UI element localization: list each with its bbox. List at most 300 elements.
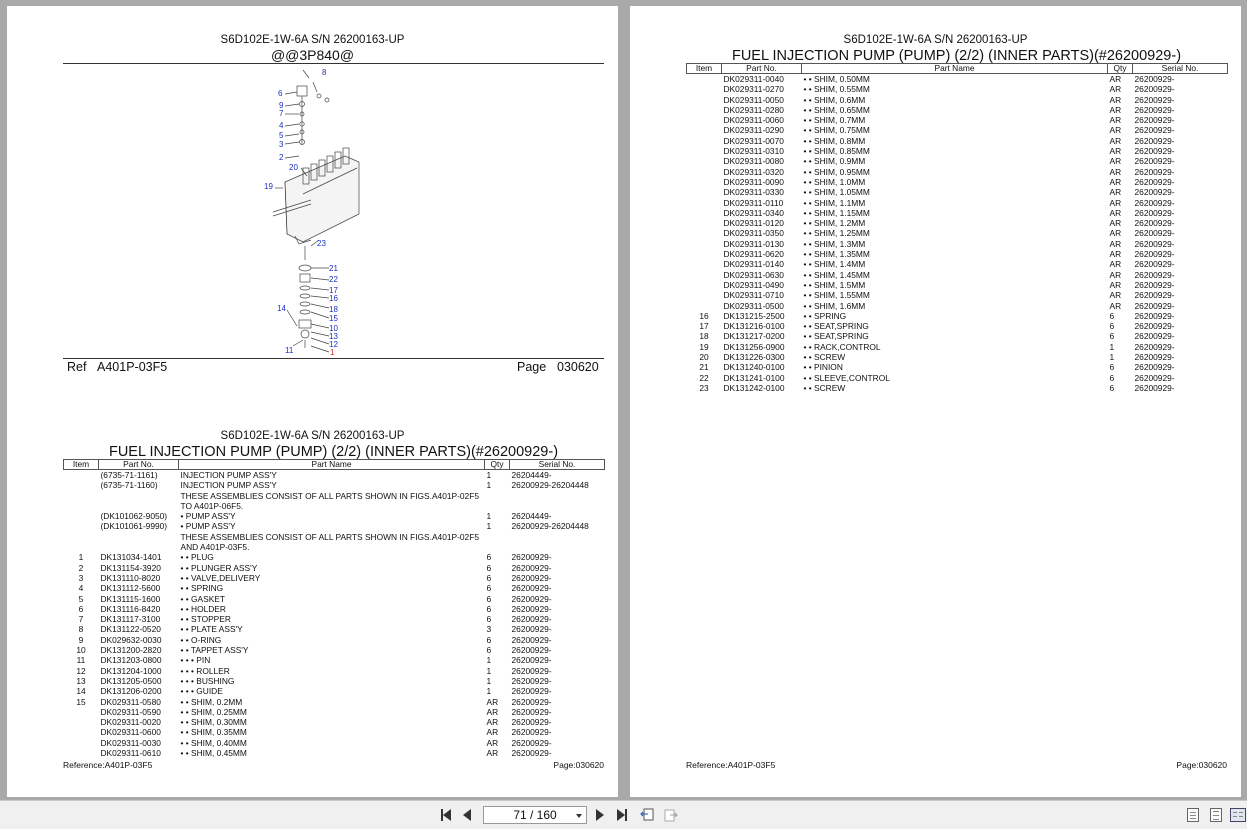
cell-item	[64, 707, 99, 717]
cell-item: 22	[699, 372, 709, 383]
cell-part-name: • • SHIM, 1.25MM	[803, 228, 870, 239]
cell-qty: AR	[1109, 115, 1122, 126]
page-indicator: 71 / 160	[513, 808, 557, 822]
table-row	[64, 614, 605, 624]
cell-item: 13	[76, 675, 86, 686]
cell-part-no: DK131226-0300	[723, 352, 785, 363]
parts-sheet-heading: FUEL INJECTION PUMP (PUMP) (2/2) (INNER PARTS)(#26200929-)	[731, 48, 1182, 64]
cell-part-name: • • SHIM, 0.25MM	[180, 706, 247, 717]
cell-qty: AR	[486, 748, 499, 759]
cell-serial: 26200929-	[511, 593, 552, 604]
ref-value: A401P-03F5	[97, 360, 168, 374]
cell-item: 1	[78, 552, 84, 563]
table-row	[64, 563, 605, 573]
cell-part-name: • • PLATE ASS'Y	[180, 624, 243, 635]
cell-qty: 6	[486, 634, 492, 645]
parts-sheet-heading: FUEL INJECTION PUMP (PUMP) (2/2) (INNER PARTS)(#26200929-)	[108, 444, 559, 460]
cell-qty: AR	[1109, 135, 1122, 146]
col-header-qty: Qty	[1108, 64, 1133, 74]
cell-part-name: • • SEAT,SPRING	[803, 331, 869, 342]
cell-part-no: DK029311-0040	[723, 74, 784, 84]
cell-serial: 26200929-	[1134, 300, 1175, 311]
cell-part-no: (DK101062-9050)	[100, 511, 168, 522]
cell-serial: 26200929-	[511, 614, 552, 625]
cell-serial: 26200929-	[1134, 94, 1175, 105]
col-header-serial: Serial No.	[510, 460, 605, 470]
cell-part-name: • • SHIM, 0.85MM	[803, 146, 870, 157]
table-row	[687, 146, 1228, 156]
cell-part-no: DK029311-0620	[723, 249, 784, 260]
table-row	[64, 676, 605, 686]
table-row	[64, 573, 605, 583]
cell-serial: 26200929-	[1134, 331, 1175, 342]
table-row	[687, 95, 1228, 105]
cell-item	[687, 280, 722, 290]
table-row	[687, 331, 1228, 341]
cell-part-no: DK029311-0490	[723, 279, 784, 290]
cell-part-name: • • SHIM, 0.75MM	[803, 125, 870, 136]
cell-part-no: DK029311-0330	[723, 187, 784, 198]
cell-part-name: • • • GUIDE	[180, 686, 223, 697]
callout-10: 10	[329, 324, 338, 333]
cell-item	[687, 95, 722, 105]
cell-qty: AR	[486, 717, 499, 728]
cell-item	[687, 84, 722, 94]
cell-item: 20	[699, 352, 709, 363]
cell-part-name: • • SHIM, 0.7MM	[803, 115, 866, 126]
cell-part-no: DK029311-0350	[723, 228, 784, 239]
callout-21: 21	[329, 264, 338, 273]
cell-qty: 6	[1109, 372, 1115, 383]
table-row	[687, 239, 1228, 249]
cell-part-name: INJECTION PUMP ASS'Y	[180, 470, 277, 480]
cell-part-name: • • SHIM, 1.4MM	[803, 259, 866, 270]
cell-item	[64, 491, 99, 512]
cell-part-name: • • RACK,CONTROL	[803, 341, 881, 352]
cell-item	[687, 74, 722, 85]
cell-serial: 26200929-	[511, 645, 552, 656]
cell-qty: AR	[1109, 218, 1122, 229]
table-row	[687, 228, 1228, 238]
cell-part-name: • • SHIM, 0.40MM	[180, 737, 247, 748]
callout-14: 14	[277, 304, 286, 313]
cell-part-no: DK029311-0030	[100, 737, 161, 748]
cell-qty: AR	[1109, 146, 1122, 157]
cell-qty: AR	[1109, 125, 1122, 136]
cell-serial: 26200929-26204448	[511, 521, 589, 532]
cell-part-name: • • SHIM, 0.8MM	[803, 135, 866, 146]
cell-item	[687, 198, 722, 208]
cell-qty: AR	[1109, 84, 1122, 95]
chevron-down-icon	[576, 814, 582, 818]
cell-serial: 26200929-	[1134, 146, 1175, 157]
cell-part-no: DK131117-3100	[100, 614, 161, 625]
parts-table	[686, 63, 1228, 393]
cell-serial: 26200929-	[511, 727, 552, 738]
cell-part-name: • • SHIM, 0.45MM	[180, 748, 247, 759]
cell-serial: 26200929-	[1134, 228, 1175, 239]
col-header-item: Item	[687, 64, 722, 74]
table-row	[687, 84, 1228, 94]
table-row	[687, 352, 1228, 362]
cell-part-no: DK131217-0200	[723, 331, 785, 342]
cell-part-name: • • • BUSHING	[180, 675, 235, 686]
callout-19: 19	[264, 182, 273, 191]
cell-item	[687, 208, 722, 218]
col-header-qty: Qty	[485, 460, 510, 470]
cell-qty: 6	[486, 572, 492, 583]
cell-part-name: • • • PIN	[180, 655, 211, 666]
cell-part-name: • • PLUG	[180, 552, 214, 563]
table-row	[687, 218, 1228, 228]
table-row	[64, 738, 605, 748]
parts-sheet-title: S6D102E-1W-6A S/N 26200163-UP	[220, 430, 405, 442]
cell-serial: 26200929-	[1134, 290, 1175, 301]
table-row	[687, 270, 1228, 280]
continuous-view-button[interactable]	[1210, 808, 1222, 822]
cell-item	[687, 125, 722, 135]
cell-item: 15	[76, 696, 86, 707]
cell-part-no: DK029311-0500	[723, 300, 784, 311]
table-row	[687, 177, 1228, 187]
cell-qty	[485, 491, 510, 512]
table-row	[64, 480, 605, 490]
cell-qty: AR	[1109, 228, 1122, 239]
cell-part-no: DK029311-0080	[723, 156, 784, 167]
cell-part-name: • • SHIM, 0.65MM	[803, 104, 870, 115]
cell-part-name: INJECTION PUMP ASS'Y	[180, 480, 277, 491]
table-row	[687, 342, 1228, 352]
cell-item: 14	[76, 686, 86, 697]
cell-part-name: • • SPRING	[180, 583, 224, 594]
cell-serial: 26200929-	[1134, 115, 1175, 126]
page-number-select[interactable]	[483, 806, 587, 824]
table-row	[64, 717, 605, 727]
cell-qty: AR	[1109, 94, 1122, 105]
table-row	[64, 686, 605, 696]
cell-part-name: • • SHIM, 0.9MM	[803, 156, 866, 167]
cell-qty: 1	[486, 686, 492, 697]
cell-item: 16	[699, 310, 709, 321]
cell-qty: AR	[1109, 104, 1122, 115]
first-page-button[interactable]	[438, 807, 454, 823]
cell-serial: 26200929-	[511, 717, 552, 728]
table-row	[64, 552, 605, 562]
cell-qty: AR	[1109, 290, 1122, 301]
cell-serial: 26200929-	[1134, 176, 1175, 187]
cell-part-name: • • HOLDER	[180, 603, 226, 614]
cell-part-name: • • SCREW	[803, 352, 846, 363]
cell-qty: 6	[486, 562, 492, 573]
cell-item: 2	[78, 562, 84, 573]
cell-part-no: DK131204-1000	[100, 665, 162, 676]
cell-serial	[510, 532, 605, 553]
table-row	[687, 290, 1228, 300]
cell-serial: 26200929-	[511, 706, 552, 717]
go-back-button[interactable]	[639, 807, 655, 823]
cell-part-no: DK131034-1401	[100, 552, 162, 563]
cell-part-no: DK131216-0100	[723, 321, 785, 332]
cell-item	[687, 228, 722, 238]
cell-part-name: • • SHIM, 0.6MM	[803, 94, 866, 105]
col-header-part-name: Part Name	[179, 460, 485, 470]
cell-serial: 26200929-	[511, 562, 552, 573]
cell-qty: 1	[486, 665, 492, 676]
cell-part-name: • • SHIM, 1.3MM	[803, 238, 866, 249]
callout-15: 15	[329, 314, 338, 323]
cell-serial: 26200929-	[511, 552, 552, 563]
cell-part-no: DK029311-0120	[723, 218, 784, 229]
cell-serial: 26200929-	[1134, 187, 1175, 198]
cell-serial	[510, 491, 605, 512]
cell-part-name: • • SHIM, 0.55MM	[803, 84, 870, 95]
cell-item: 6	[78, 603, 84, 614]
cell-item	[64, 748, 99, 758]
parts-table	[63, 459, 605, 758]
cell-item: 3	[78, 572, 84, 583]
cell-serial: 26200929-	[1134, 382, 1175, 393]
cell-qty: 3	[486, 624, 492, 635]
last-page-button[interactable]	[614, 807, 630, 823]
cell-part-no: DK131203-0800	[100, 655, 162, 666]
cell-part-no: DK131215-2500	[723, 310, 785, 321]
cell-part-no: DK029311-0290	[723, 125, 784, 136]
cell-part-name: • PUMP ASS'Y	[180, 521, 236, 532]
table-header-row	[64, 460, 605, 470]
table-row	[64, 511, 605, 521]
cell-part-no: DK029311-0340	[723, 207, 784, 218]
cell-item	[687, 146, 722, 156]
table-row	[687, 136, 1228, 146]
cell-serial: 26200929-	[1134, 125, 1175, 136]
table-row	[64, 707, 605, 717]
cell-part-no: DK029311-0310	[723, 146, 784, 157]
cell-qty: 6	[486, 614, 492, 625]
cell-part-no: DK029311-0060	[723, 115, 784, 126]
callout-8: 8	[322, 68, 327, 77]
cell-serial: 26200929-	[511, 624, 552, 635]
cell-serial: 26200929-	[1134, 166, 1175, 177]
cell-part-name: THESE ASSEMBLIES CONSIST OF ALL PARTS SHOWN IN FIGS.A401P-02F5 AND A401P-03F5.	[180, 531, 479, 553]
callout-18: 18	[329, 305, 338, 314]
cell-serial: 26200929-	[1134, 84, 1175, 95]
cell-item	[687, 239, 722, 249]
cell-qty: AR	[1109, 74, 1122, 84]
table-row	[64, 521, 605, 531]
cell-serial: 26200929-	[1134, 249, 1175, 260]
table-row	[687, 383, 1228, 393]
cell-part-no: DK029311-0600	[100, 727, 161, 738]
cell-part-no: DK029311-0710	[723, 290, 784, 301]
fuel-pump-exploded-diagram	[247, 64, 387, 356]
cell-item	[687, 218, 722, 228]
cell-serial: 26200929-	[511, 572, 552, 583]
footer-page: Page:030620	[1176, 760, 1227, 770]
cell-item: 7	[78, 614, 84, 625]
callout-16: 16	[329, 294, 338, 303]
go-forward-button[interactable]	[663, 807, 679, 823]
cell-part-name: • • O-RING	[180, 634, 222, 645]
table-row	[687, 167, 1228, 177]
cell-item	[64, 511, 99, 521]
cell-item	[64, 727, 99, 737]
callout-2: 2	[279, 153, 284, 162]
cell-part-no	[99, 532, 179, 553]
cell-part-name: • • SPRING	[803, 310, 847, 321]
cell-item	[64, 717, 99, 727]
table-row	[687, 373, 1228, 383]
table-row	[64, 604, 605, 614]
viewer-toolbar	[0, 800, 1247, 829]
cell-serial: 26200929-	[1134, 156, 1175, 167]
table-row	[64, 491, 605, 512]
divider	[63, 358, 604, 359]
callout-22: 22	[329, 275, 338, 284]
cell-part-name: • • SHIM, 1.55MM	[803, 290, 870, 301]
cell-part-name: • • SEAT,SPRING	[803, 321, 869, 332]
table-row	[64, 727, 605, 737]
cell-part-name: • • SLEEVE,CONTROL	[803, 372, 890, 383]
cell-part-no	[99, 491, 179, 512]
cell-qty: AR	[1109, 197, 1122, 208]
cell-item	[687, 115, 722, 125]
cell-part-no: (DK101061-9990)	[100, 521, 168, 532]
callout-17: 17	[329, 286, 338, 295]
cell-serial: 26200929-	[511, 675, 552, 686]
cell-item: 17	[699, 321, 709, 332]
table-row	[687, 198, 1228, 208]
table-row	[64, 697, 605, 707]
ref-label: Ref	[67, 360, 87, 374]
callout-5: 5	[279, 131, 284, 140]
cell-serial: 26200929-	[1134, 135, 1175, 146]
callout-12: 12	[329, 340, 338, 349]
cell-part-name: • • GASKET	[180, 593, 225, 604]
cell-part-no: DK029311-0110	[723, 197, 784, 208]
two-page-view-button[interactable]	[1230, 808, 1246, 822]
cell-item	[64, 532, 99, 553]
cell-part-no: DK131256-0900	[723, 341, 785, 352]
cell-part-no: DK131115-1600	[100, 593, 161, 604]
cell-item: 18	[699, 331, 709, 342]
cell-part-no: DK029311-0610	[100, 748, 161, 759]
cell-part-no: DK131205-0500	[100, 675, 162, 686]
cell-item	[687, 105, 722, 115]
cell-part-no: DK029311-0020	[100, 717, 161, 728]
cell-qty: AR	[1109, 207, 1122, 218]
cell-part-no: DK131206-0200	[100, 686, 162, 697]
cell-part-name: • • SHIM, 0.50MM	[803, 74, 870, 84]
table-row	[687, 74, 1228, 85]
cell-part-name: • • SHIM, 1.35MM	[803, 249, 870, 260]
parts-sheet-title: S6D102E-1W-6A S/N 26200163-UP	[843, 34, 1028, 46]
cell-part-no: (6735-71-1160)	[100, 480, 158, 491]
cell-item	[687, 301, 722, 311]
cell-qty: AR	[486, 706, 499, 717]
callout-13: 13	[329, 332, 338, 341]
cell-qty: 1	[1109, 352, 1115, 363]
cell-serial: 26204449-	[511, 470, 552, 480]
cell-part-no: DK029632-0030	[100, 634, 162, 645]
cell-part-no: DK131122-0520	[100, 624, 161, 635]
cell-serial: 26200929-	[511, 583, 552, 594]
cell-part-no: DK029311-0070	[723, 135, 784, 146]
cell-qty: AR	[1109, 269, 1122, 280]
col-header-part-name: Part Name	[802, 64, 1108, 74]
cell-qty: 1	[1109, 341, 1115, 352]
cell-serial: 26200929-	[1134, 207, 1175, 218]
cell-part-name: • • SHIM, 1.2MM	[803, 218, 866, 229]
single-page-view-button[interactable]	[1187, 808, 1199, 822]
cell-serial: 26200929-	[1134, 352, 1175, 363]
cell-qty: 6	[486, 552, 492, 563]
cell-part-no: DK029311-0590	[100, 706, 161, 717]
table-row	[687, 301, 1228, 311]
cell-serial: 26200929-	[1134, 279, 1175, 290]
table-row	[64, 624, 605, 634]
next-page-icon	[596, 809, 604, 821]
cell-item	[64, 470, 99, 481]
table-row	[687, 321, 1228, 331]
callout-7: 7	[279, 109, 284, 118]
cell-serial: 26200929-	[1134, 269, 1175, 280]
cell-item: 8	[78, 624, 84, 635]
cell-part-no: DK131154-3920	[100, 562, 161, 573]
cell-part-name: • • SHIM, 0.2MM	[180, 696, 243, 707]
cell-qty: 6	[486, 645, 492, 656]
cell-part-no: DK131240-0100	[723, 362, 785, 373]
previous-page-button[interactable]	[460, 807, 474, 823]
cell-qty: AR	[1109, 156, 1122, 167]
col-header-part-no: Part No.	[99, 460, 179, 470]
callout-23: 23	[317, 239, 326, 248]
cell-part-name: THESE ASSEMBLIES CONSIST OF ALL PARTS SHOWN IN FIGS.A401P-02F5 TO A401P-06F5.	[180, 490, 479, 511]
cell-serial: 26200929-	[1134, 104, 1175, 115]
cell-serial: 26200929-	[1134, 310, 1175, 321]
cell-qty: 1	[486, 521, 492, 532]
table-row	[64, 532, 605, 553]
cell-qty: 6	[486, 583, 492, 594]
cell-part-name: • • VALVE,DELIVERY	[180, 572, 261, 583]
table-row	[687, 259, 1228, 269]
footer-reference: Reference:A401P-03F5	[686, 760, 776, 770]
page-value: 030620	[557, 360, 599, 374]
cell-part-name: • • SHIM, 1.6MM	[803, 300, 866, 311]
table-row	[64, 594, 605, 604]
cell-item: 10	[76, 645, 86, 656]
page-label: Page	[517, 360, 547, 374]
cell-item	[687, 290, 722, 300]
cell-item	[687, 187, 722, 197]
callout-1: 1	[330, 348, 335, 356]
cell-qty: AR	[1109, 259, 1122, 270]
next-page-button[interactable]	[593, 807, 607, 823]
table-row	[64, 666, 605, 676]
cell-item	[64, 521, 99, 531]
cell-serial: 26200929-	[511, 603, 552, 614]
cell-qty: 6	[486, 593, 492, 604]
cell-qty: AR	[1109, 279, 1122, 290]
cell-part-name: • • TAPPET ASS'Y	[180, 645, 249, 656]
cell-item	[687, 167, 722, 177]
cell-qty	[485, 532, 510, 553]
cell-part-no: DK029311-0630	[723, 269, 784, 280]
cell-qty: 1	[486, 655, 492, 666]
table-row	[687, 187, 1228, 197]
cell-part-name: • • SCREW	[803, 382, 846, 393]
cell-part-name: • • SHIM, 1.1MM	[803, 197, 866, 208]
col-header-part-no: Part No.	[722, 64, 802, 74]
